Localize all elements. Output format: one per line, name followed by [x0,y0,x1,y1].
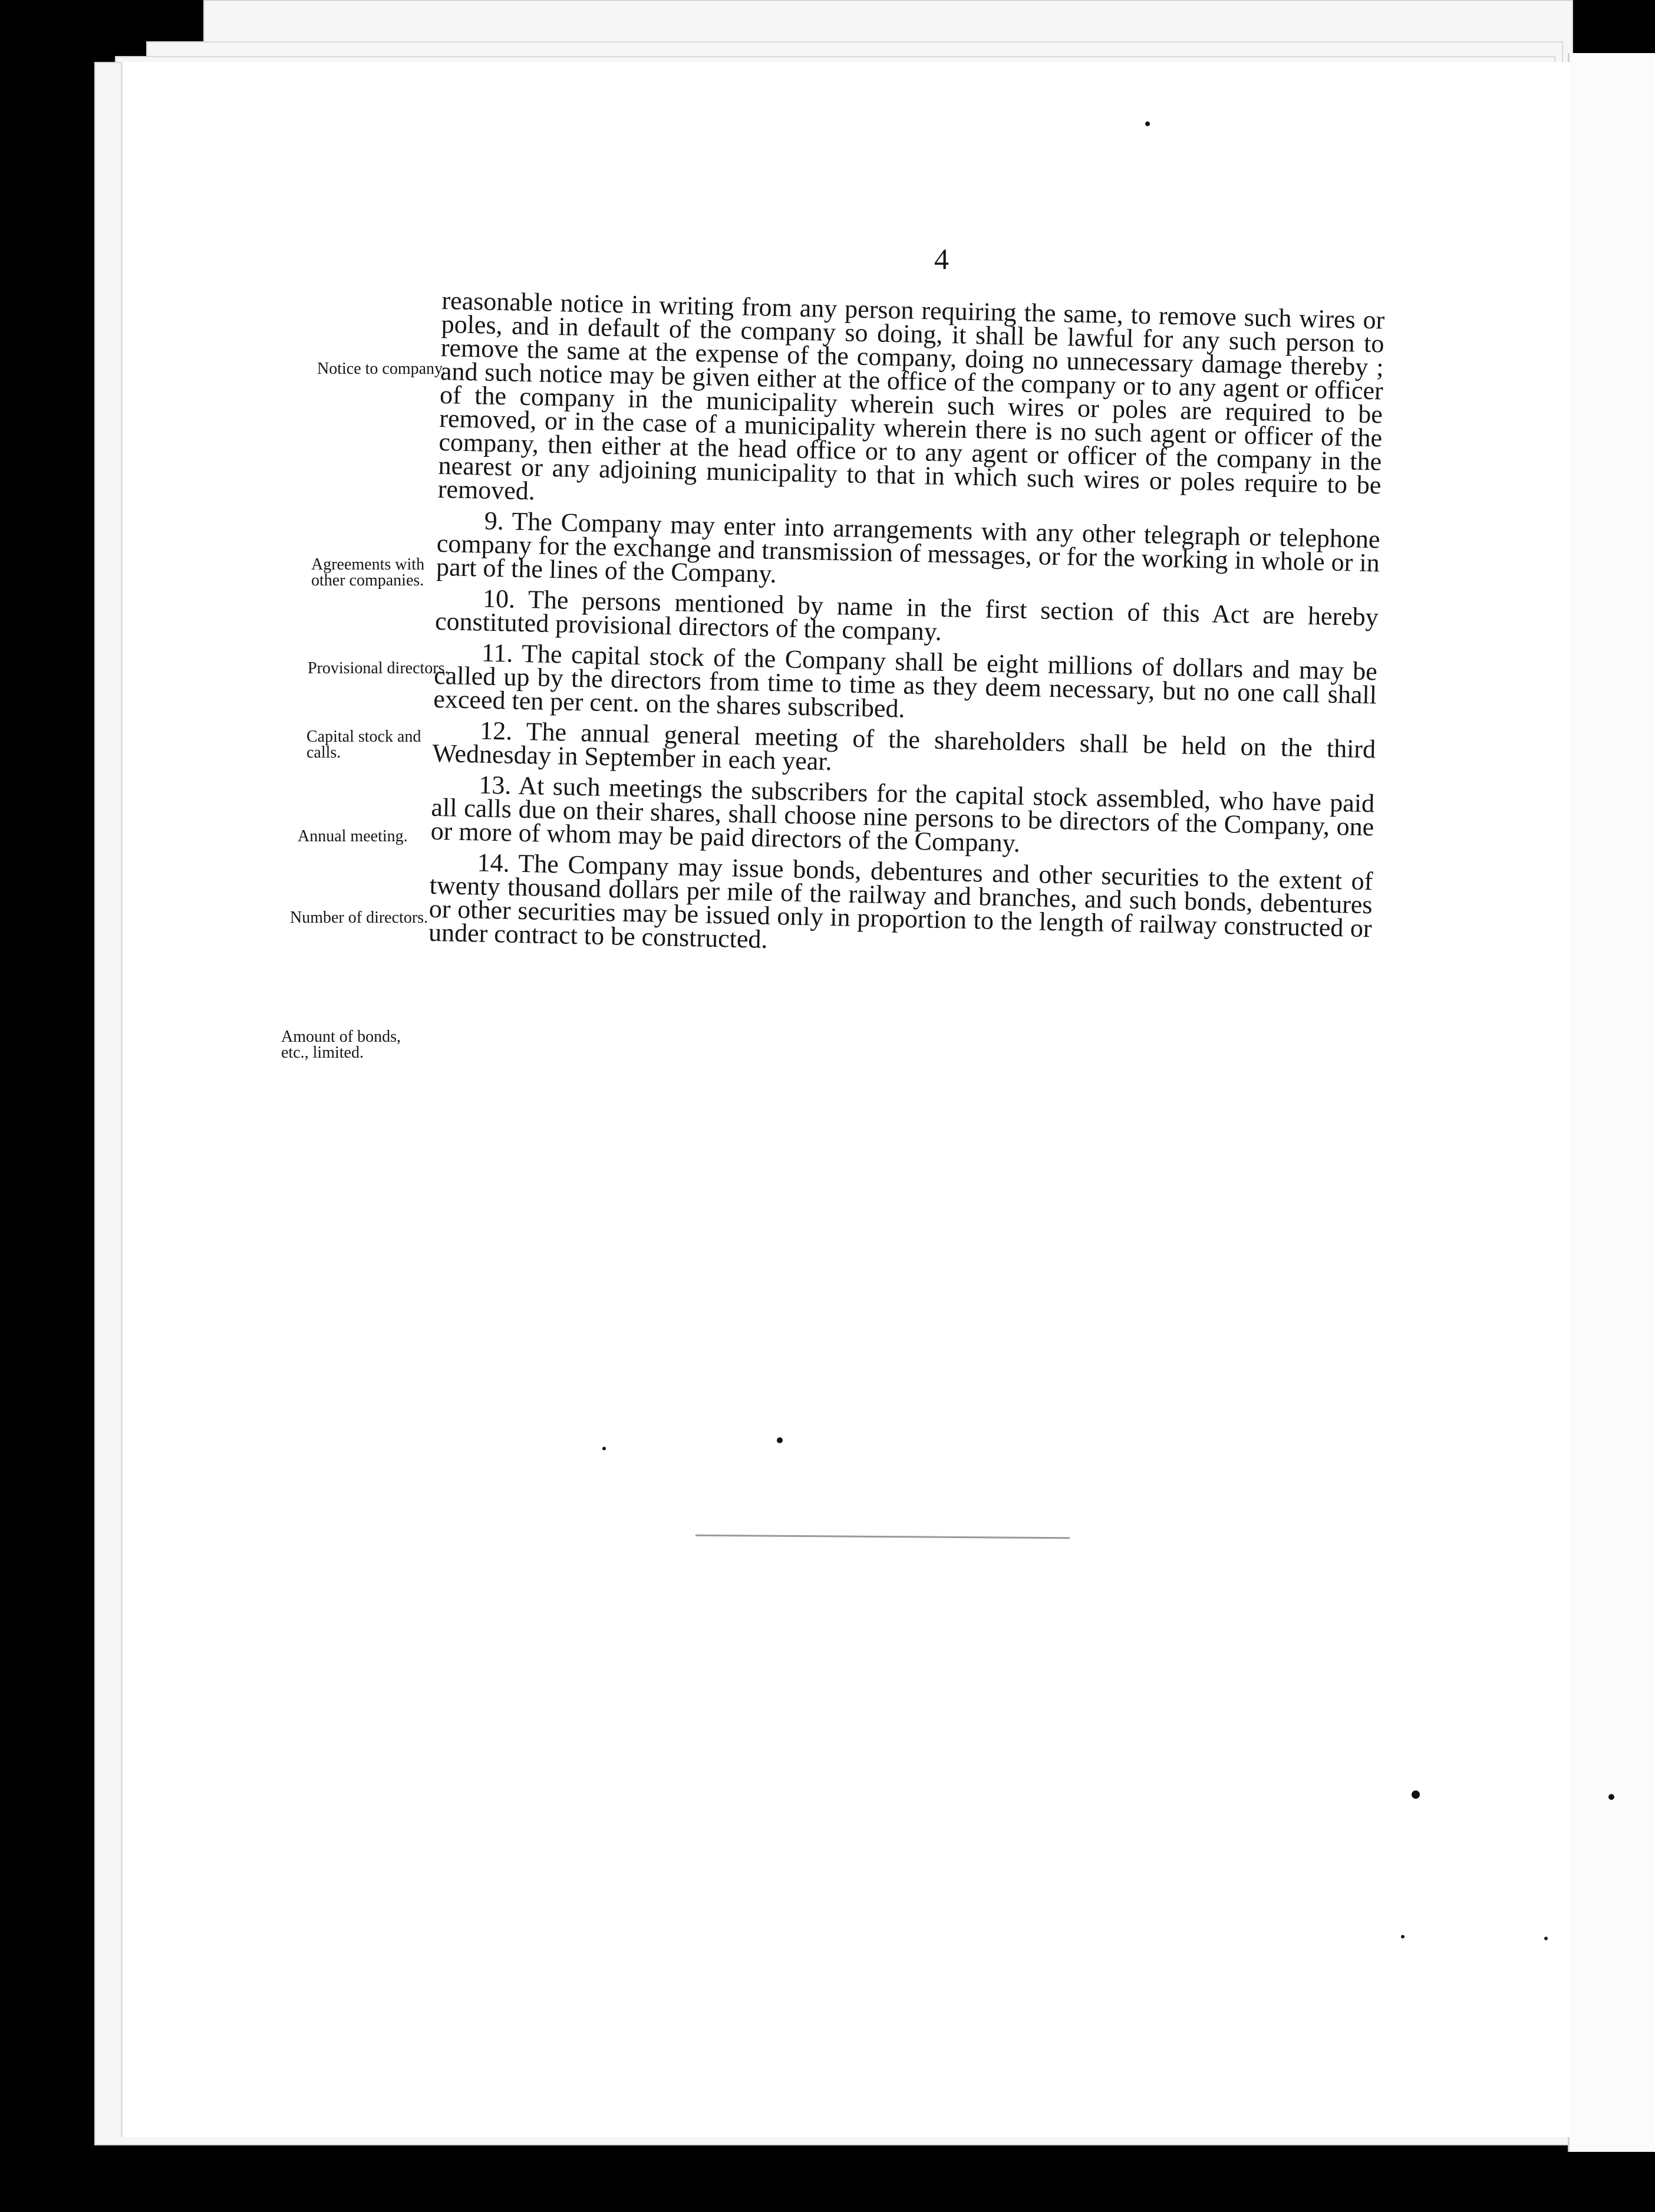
page-number: 4 [934,242,949,275]
paragraph-notice: reasonable notice in writing from any person requiring the same, to remove such wires or poles, and in default of the company so doing, it shall be lawful for any such person to remove the same at the expense of the company, doing no unnecessary damage thereby ; and such notice may be given either at the office of the company or to any agent or officer of the company in the municipality wherein such wires or poles are required to be removed, or in the case of a municipality wherein there is no such agent or officer of the company, then either at the head office or to any agent or officer of the company in the nearest or any adjoining municipality to that in which such wires or poles require to be removed. [437,286,1385,506]
ink-speck [1412,1790,1420,1799]
marginal-note-number-of-directors: Number of directors. [290,908,428,927]
facing-page-edge [1568,53,1655,2152]
marginal-note-annual-meeting: Annual meeting. [298,827,408,845]
marginal-note-provisional-directors: Provisional directors. [308,659,449,677]
section-9: 9. The Company may enter into arrangements with any other telegraph or telephone company for the exchange and transmission of messages, or for the working in whole or in part of the lines of the Company. [436,506,1380,588]
ink-speck [1608,1794,1614,1800]
section-14: 14. The Company may issue bonds, debentures and other securities to the extent of twenty thousand dollars per mile of the railway and branches, and such bonds, debentures or other securities may be issued only in proportion to the length of railway constructed or under contract to be constructed. [428,848,1373,954]
section-12: 12. The annual general meeting of the shareholders shall be held on the third Wednesday in September in each year. [431,716,1376,776]
section-11: 11. The capital stock of the Company shall be eight millions of dollars and may be called up by the directors from time to time as they deem necessary, but no one call shall exceed ten per cent. on the shares subscribed. [433,638,1378,723]
ink-speck [1145,121,1150,126]
ink-speck [777,1437,783,1443]
section-10: 10. The persons mentioned by name in the first section of this Act are hereby constituted provisional directors of the company. [434,584,1379,646]
body-text [428,286,1385,971]
marginal-note-capital-stock: Capital stock and calls. [306,728,421,762]
ink-speck [1544,1937,1548,1940]
marginal-note-agreements: Agreements with other companies. [311,555,425,590]
section-13: 13. At such meetings the subscribers for the capital stock assembled, who have paid all calls due on their shares, shall choose nine persons to be directors of the Company, one or more of whom may be paid directors of the Company. [430,770,1375,858]
ink-speck [1401,1935,1405,1938]
ink-speck [602,1447,606,1450]
marginal-note-bonds: Amount of bonds, etc., limited. [281,1028,401,1062]
marginal-note-notice: Notice to company. [317,360,446,378]
